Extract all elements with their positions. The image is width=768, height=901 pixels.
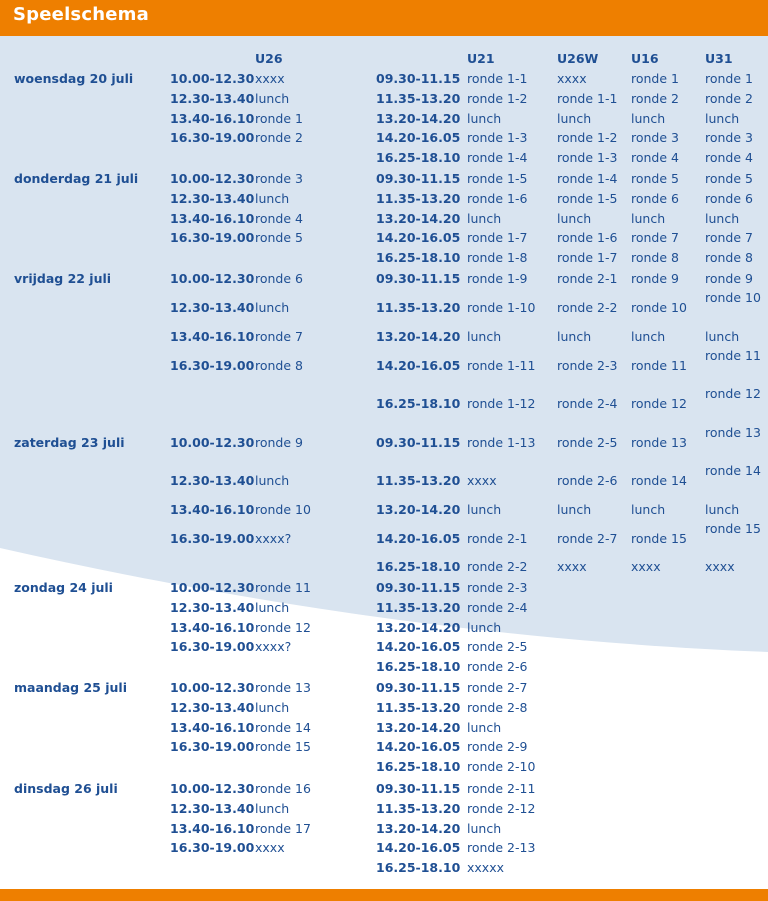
right-time: 11.35-13.20 [376,800,461,816]
header-u26w: U26W [557,51,599,66]
u31-cell: ronde 12 [705,386,761,401]
day-label: donderdag 21 juli [14,171,139,186]
u21-cell: ronde 2-7 [467,680,528,695]
u31-cell: ronde 6 [705,190,753,206]
u26-time: 10.00-12.30 [170,435,255,450]
u26-time: 12.30-13.40 [170,190,255,206]
u26w-cell: ronde 2-3 [557,358,618,373]
right-time: 09.30-11.15 [376,680,461,695]
right-time: 14.20-16.05 [376,130,461,146]
right-time: 11.35-13.20 [376,190,461,206]
right-time: 11.35-13.20 [376,599,461,615]
header-u16: U16 [631,51,659,66]
u16-cell: ronde 9 [631,271,679,286]
u31-cell: ronde 2 [705,90,753,106]
day-label: zondag 24 juli [14,580,113,595]
right-time: 13.20-14.20 [376,502,461,517]
u26w-cell: ronde 1-7 [557,250,618,266]
u31-cell: ronde 8 [705,250,753,266]
day-label: maandag 25 juli [14,680,127,695]
u26-time: 12.30-13.40 [170,699,255,715]
u26-time: 16.30-19.00 [170,531,255,546]
u21-cell: ronde 1-13 [467,435,536,450]
right-time: 11.35-13.20 [376,300,461,315]
u26-time: 12.30-13.40 [170,800,255,816]
u21-cell: ronde 2-5 [467,639,528,655]
u21-cell: ronde 2-12 [467,800,536,816]
right-time: 14.20-16.05 [376,840,461,856]
u26-time: 10.00-12.30 [170,71,255,86]
u26-time: 16.30-19.00 [170,130,255,146]
u26-cell: ronde 12 [255,619,311,635]
u26-time: 10.00-12.30 [170,781,255,796]
day-label: woensdag 20 juli [14,71,134,86]
u31-cell: lunch [705,502,740,517]
day-label: zaterdag 23 juli [14,435,125,450]
u26w-cell: ronde 1-1 [557,90,618,106]
u26-time: 12.30-13.40 [170,90,255,106]
u31-cell: lunch [705,210,740,226]
u16-cell: ronde 14 [631,473,687,488]
u21-cell: ronde 1-7 [467,230,528,246]
day-label: dinsdag 26 juli [14,781,118,796]
u26-time: 13.40-16.10 [170,110,255,126]
u21-cell: ronde 1-10 [467,300,536,315]
u16-cell: ronde 5 [631,171,679,186]
u21-cell: lunch [467,619,502,635]
u26w-cell: ronde 1-5 [557,190,618,206]
u26-time: 13.40-16.10 [170,619,255,635]
u26-time: 13.40-16.10 [170,210,255,226]
u26w-cell: lunch [557,210,592,226]
u21-cell: ronde 1-5 [467,171,528,186]
u26w-cell: ronde 1-6 [557,230,618,246]
u16-cell: lunch [631,210,666,226]
u31-cell: ronde 15 [705,521,761,536]
u26-cell: ronde 13 [255,680,311,695]
u16-cell: ronde 1 [631,71,679,86]
u26w-cell: ronde 1-4 [557,171,618,186]
right-time: 09.30-11.15 [376,781,461,796]
u26-cell: lunch [255,599,290,615]
header-u21: U21 [467,51,495,66]
u16-cell: xxxx [631,559,661,574]
u26-cell: ronde 9 [255,435,303,450]
u21-cell: ronde 1-4 [467,150,528,166]
u21-cell: ronde 2-8 [467,699,528,715]
u26w-cell: ronde 2-4 [557,396,618,411]
right-time: 14.20-16.05 [376,639,461,655]
header-u26: U26 [255,51,283,66]
u26-cell: lunch [255,699,290,715]
u21-cell: ronde 2-11 [467,781,536,796]
u31-cell: xxxx [705,559,735,574]
u21-cell: ronde 1-2 [467,90,528,106]
right-time: 09.30-11.15 [376,435,461,450]
u26-cell: ronde 14 [255,719,311,735]
u16-cell: lunch [631,110,666,126]
u26w-cell: lunch [557,502,592,517]
u16-cell: ronde 7 [631,230,679,246]
u16-cell: ronde 2 [631,90,679,106]
right-time: 16.25-18.10 [376,396,461,411]
u26-cell: ronde 15 [255,739,311,755]
u26-cell: ronde 6 [255,271,303,286]
u21-cell: ronde 2-1 [467,531,528,546]
u26w-cell: lunch [557,329,592,344]
u26w-cell: ronde 2-7 [557,531,618,546]
u26w-cell: ronde 2-5 [557,435,618,450]
u21-cell: ronde 1-9 [467,271,528,286]
u26-time: 10.00-12.30 [170,271,255,286]
u26w-cell: ronde 2-6 [557,473,618,488]
u21-cell: ronde 1-6 [467,190,528,206]
u26-time: 16.30-19.00 [170,739,255,755]
u26-time: 16.30-19.00 [170,840,255,856]
u26-cell: lunch [255,473,290,488]
u26w-cell: lunch [557,110,592,126]
u16-cell: ronde 15 [631,531,687,546]
right-time: 11.35-13.20 [376,473,461,488]
right-time: 16.25-18.10 [376,150,461,166]
u31-cell: lunch [705,110,740,126]
u21-cell: xxxx [467,473,497,488]
u21-cell: xxxxx [467,860,504,876]
u31-cell: ronde 14 [705,463,761,478]
u26w-cell: ronde 1-2 [557,130,618,146]
right-time: 09.30-11.15 [376,580,461,595]
u26-time: 16.30-19.00 [170,639,255,655]
right-time: 16.25-18.10 [376,250,461,266]
u26-cell: ronde 7 [255,329,303,344]
footer-bar [0,889,768,901]
u16-cell: ronde 6 [631,190,679,206]
right-time: 14.20-16.05 [376,531,461,546]
right-time: 16.25-18.10 [376,759,461,775]
u21-cell: ronde 2-4 [467,599,528,615]
u26-cell: ronde 10 [255,502,311,517]
u26-cell: ronde 4 [255,210,303,226]
right-time: 09.30-11.15 [376,71,461,86]
u26w-cell: ronde 2-2 [557,300,618,315]
u21-cell: ronde 2-10 [467,759,536,775]
u21-cell: ronde 1-11 [467,358,536,373]
u26-time: 13.40-16.10 [170,719,255,735]
u16-cell: lunch [631,502,666,517]
u26-cell: lunch [255,300,290,315]
u21-cell: ronde 2-3 [467,580,528,595]
u21-cell: ronde 2-2 [467,559,528,574]
u21-cell: lunch [467,110,502,126]
u26-cell: xxxx? [255,531,292,546]
u21-cell: ronde 1-8 [467,250,528,266]
right-time: 13.20-14.20 [376,210,461,226]
u26-time: 13.40-16.10 [170,502,255,517]
right-time: 13.20-14.20 [376,110,461,126]
u26-cell: ronde 11 [255,580,311,595]
u31-cell: ronde 1 [705,71,753,86]
u21-cell: ronde 1-12 [467,396,536,411]
right-time: 13.20-14.20 [376,619,461,635]
u26-cell: ronde 16 [255,781,311,796]
u26-time: 13.40-16.10 [170,329,255,344]
u21-cell: ronde 1-1 [467,71,528,86]
u26-time: 12.30-13.40 [170,473,255,488]
u26-time: 12.30-13.40 [170,599,255,615]
u21-cell: ronde 2-13 [467,840,536,856]
u31-cell: ronde 13 [705,425,761,440]
u31-cell: ronde 5 [705,171,753,186]
u16-cell: ronde 4 [631,150,679,166]
u26-time: 13.40-16.10 [170,820,255,836]
u26-time: 10.00-12.30 [170,171,255,186]
u26-cell: ronde 5 [255,230,303,246]
u26-cell: ronde 17 [255,820,311,836]
u16-cell: ronde 13 [631,435,687,450]
u26w-cell: xxxx [557,71,587,86]
u26w-cell: ronde 1-3 [557,150,618,166]
right-time: 09.30-11.15 [376,171,461,186]
u21-cell: ronde 1-3 [467,130,528,146]
u21-cell: lunch [467,502,502,517]
u26-cell: lunch [255,90,290,106]
u31-cell: ronde 3 [705,130,753,146]
u31-cell: ronde 7 [705,230,753,246]
u21-cell: ronde 2-6 [467,659,528,675]
u26-time: 10.00-12.30 [170,680,255,695]
u26-cell: ronde 2 [255,130,303,146]
page-title: Speelschema [13,4,149,25]
right-time: 16.25-18.10 [376,559,461,574]
u16-cell: lunch [631,329,666,344]
u16-cell: ronde 12 [631,396,687,411]
u16-cell: ronde 3 [631,130,679,146]
right-time: 09.30-11.15 [376,271,461,286]
right-time: 13.20-14.20 [376,329,461,344]
u26-time: 16.30-19.00 [170,230,255,246]
right-time: 14.20-16.05 [376,739,461,755]
right-time: 13.20-14.20 [376,719,461,735]
u16-cell: ronde 11 [631,358,687,373]
u31-cell: lunch [705,329,740,344]
right-time: 14.20-16.05 [376,358,461,373]
u26w-cell: xxxx [557,559,587,574]
u26-cell: lunch [255,190,290,206]
right-time: 16.25-18.10 [376,659,461,675]
header-u31: U31 [705,51,733,66]
u31-cell: ronde 10 [705,290,761,305]
u26-time: 10.00-12.30 [170,580,255,595]
u16-cell: ronde 8 [631,250,679,266]
u26-cell: ronde 1 [255,110,303,126]
u26-cell: ronde 8 [255,358,303,373]
u31-cell: ronde 11 [705,348,761,363]
u31-cell: ronde 4 [705,150,753,166]
day-label: vrijdag 22 juli [14,271,112,286]
u26-cell: xxxx [255,840,285,856]
u21-cell: ronde 2-9 [467,739,528,755]
u26-cell: xxxx? [255,639,292,655]
u26-cell: lunch [255,800,290,816]
u26-cell: xxxx [255,71,285,86]
u26w-cell: ronde 2-1 [557,271,618,286]
u26-time: 12.30-13.40 [170,300,255,315]
right-time: 13.20-14.20 [376,820,461,836]
u31-cell: ronde 9 [705,271,753,286]
u21-cell: lunch [467,329,502,344]
u26-cell: ronde 3 [255,171,303,186]
u21-cell: lunch [467,210,502,226]
u26-time: 16.30-19.00 [170,358,255,373]
u21-cell: lunch [467,719,502,735]
right-time: 11.35-13.20 [376,90,461,106]
right-time: 16.25-18.10 [376,860,461,876]
right-time: 14.20-16.05 [376,230,461,246]
u16-cell: ronde 10 [631,300,687,315]
u21-cell: lunch [467,820,502,836]
right-time: 11.35-13.20 [376,699,461,715]
